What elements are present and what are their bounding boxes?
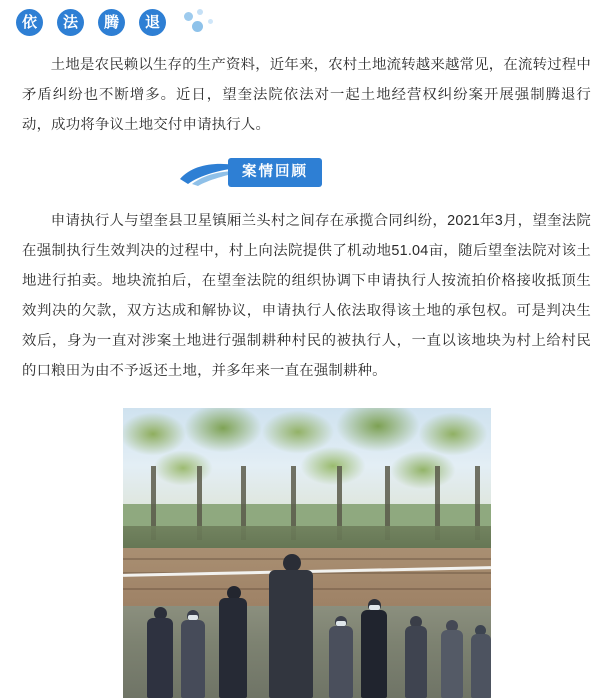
decorative-dots-icon (180, 9, 220, 36)
photo-canvas (123, 408, 491, 698)
person-figure (269, 548, 313, 698)
section-banner (0, 158, 613, 202)
section-title: 案情回顾 (228, 158, 322, 187)
title-badge-row (16, 9, 613, 36)
scene-photo (123, 408, 491, 698)
person-figure (181, 606, 205, 698)
person-figure (405, 614, 427, 698)
person-figure (329, 612, 353, 698)
section-banner-wrap (228, 158, 322, 188)
paragraph-case-review: 申请执行人与望奎县卫星镇厢兰头村之间存在承揽合同纠纷，2021年3月，望奎法院在强制执行生效判决的过程中，村上向法院提供了机动地51.04亩，随后望奎法院对该土地进行拍卖。地块流拍后，在望奎法院的组织协调下申请执行人按流拍价格接收抵顶生效判决的欠款，双方达成和解协议，申请执行人依法取得该土地的承包权。可是判决生效后，身为一直对涉案土地进行强制耕种村民的被执行人，一直以该地块为村上给村民的口粮田为由不予返还土地，并多年来一直在强制耕种。 (22, 213, 591, 379)
person-figure (441, 618, 463, 698)
paragraph-intro: 土地是农民赖以生存的生产资料，近年来，农村土地流转越来越常见，在流转过程中矛盾纠纷也不断增多。近日，望奎法院依法对一起土地经营权纠纷案开展强制腾退行动，成功将争议土地交付申请执行人。 (22, 57, 591, 133)
title-badge-1: 依 (16, 9, 43, 36)
title-badge-4: 退 (139, 9, 166, 36)
person-figure (219, 580, 247, 698)
person-figure (147, 602, 173, 698)
person-figure (361, 594, 387, 698)
title-badge-2: 法 (57, 9, 84, 36)
person-figure (471, 622, 491, 698)
title-badge-3: 腾 (98, 9, 125, 36)
header (0, 0, 613, 46)
